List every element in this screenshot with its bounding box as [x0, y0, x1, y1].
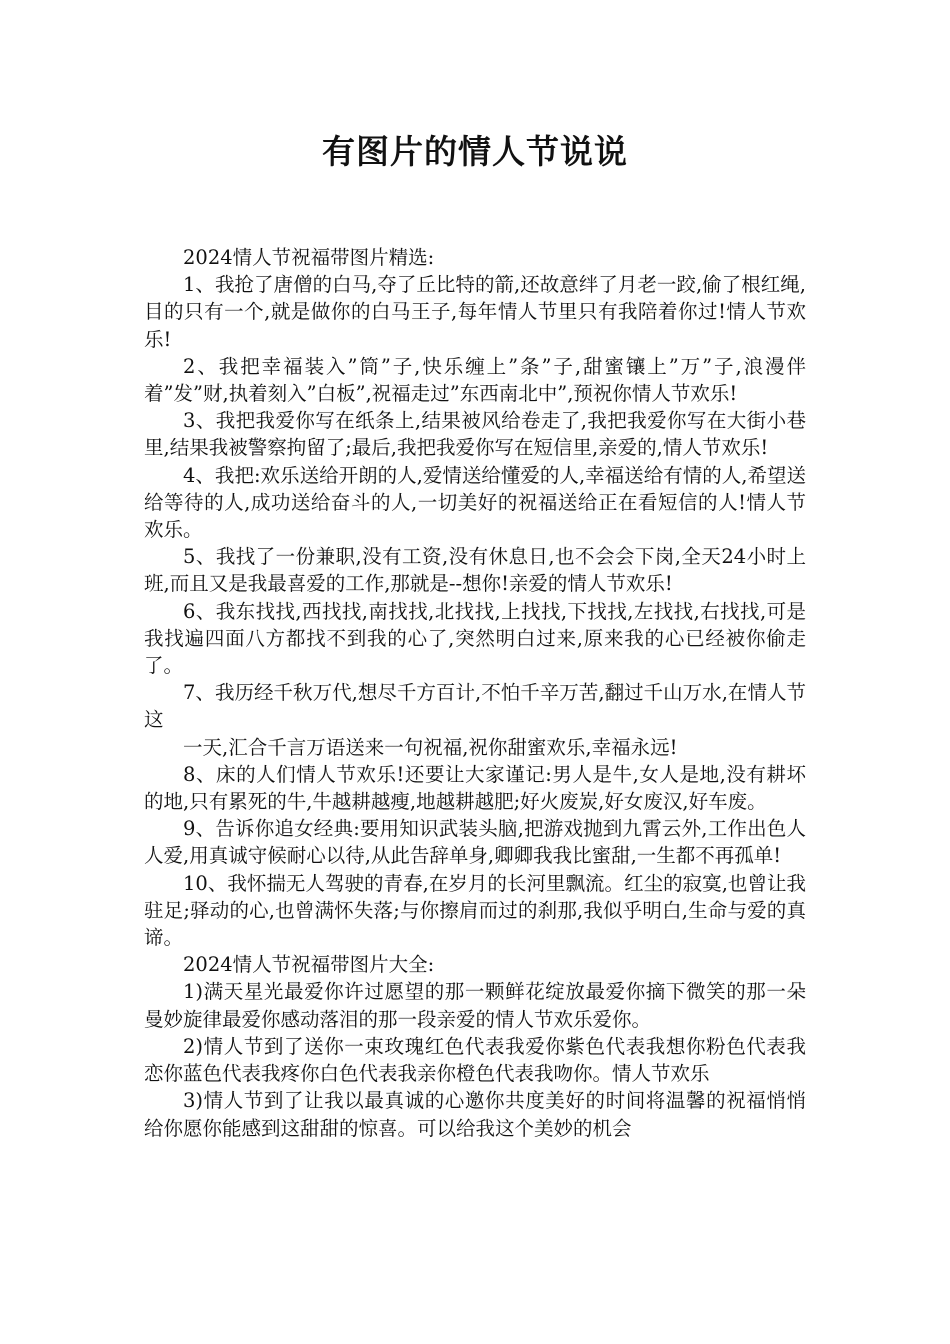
paragraph: 10、我怀揣无人驾驶的青春,在岁月的长河里飘流。红尘的寂寞,也曾让我驻足;驿动的心,也曾满怀失落;与你擦肩而过的刹那,我似乎明白,生命与爱的真谛。 [144, 871, 806, 950]
paragraph: 7、我历经千秋万代,想尽千方百计,不怕千辛万苦,翻过千山万水,在情人节这 [144, 681, 806, 732]
document-title: 有图片的情人节说说 [322, 132, 628, 171]
paragraph: 9、告诉你追女经典:要用知识武装头脑,把游戏抛到九霄云外,工作出色人人爱,用真诚守候耐心以待,从此告辞单身,卿卿我我比蜜甜,一生都不再孤单! [144, 817, 806, 868]
paragraph: 5、我找了一份兼职,没有工资,没有休息日,也不会会下岗,全天24小时上班,而且又是我最喜爱的工作,那就是--想你!亲爱的情人节欢乐! [144, 545, 806, 596]
paragraph: 2)情人节到了送你一束玫瑰红色代表我爱你紫色代表我想你粉色代表我恋你蓝色代表我疼你白色代表我亲你橙色代表我吻你。情人节欢乐 [144, 1034, 806, 1086]
paragraph: 1)满天星光最爱你许过愿望的那一颗鲜花绽放最爱你摘下微笑的那一朵曼妙旋律最爱你感动落泪的那一段亲爱的情人节欢乐爱你。 [144, 980, 806, 1031]
paragraph: 2、我把幸福装入”筒”子,快乐缠上”条”子,甜蜜镶上”万”子,浪漫伴着”发”财,执着刻入”白板”,祝福走过”东西南北中”,预祝你情人节欢乐! [144, 354, 806, 406]
paragraph: 3、我把我爱你写在纸条上,结果被风给卷走了,我把我爱你写在大街小巷里,结果我被警察拘留了;最后,我把我爱你写在短信里,亲爱的,情人节欢乐! [144, 409, 806, 460]
paragraph: 2024情人节祝福带图片精选: [183, 246, 435, 269]
paragraph: 3)情人节到了让我以最真诚的心邀你共度美好的时间将温馨的祝福悄悄给你愿你能感到这甜甜的惊喜。可以给我这个美妙的机会 [144, 1089, 806, 1140]
paragraph: 一天,汇合千言万语送来一句祝福,祝你甜蜜欢乐,幸福永远! [183, 735, 678, 759]
paragraph: 2024情人节祝福带图片大全: [183, 953, 435, 977]
paragraph: 1、我抢了唐僧的白马,夺了丘比特的箭,还故意绊了月老一跤,偷了根红绳,目的只有一个,就是做你的白马王子,每年情人节里只有我陪着你过!情人节欢乐! [144, 273, 806, 351]
paragraph: 6、我东找找,西找找,南找找,北找找,上找找,下找找,左找找,右找找,可是我找遍四面八方都找不到我的心了,突然明白过来,原来我的心已经被你偷走了。 [144, 599, 806, 678]
paragraph: 4、我把:欢乐送给开朗的人,爱情送给懂爱的人,幸福送给有情的人,希望送给等待的人,成功送给奋斗的人,一切美好的祝福送给正在看短信的人!情人节欢乐。 [144, 463, 806, 542]
paragraph: 8、床的人们情人节欢乐!还要让大家谨记:男人是牛,女人是地,没有耕坏的地,只有累死的牛,牛越耕越瘦,地越耕越肥;好火废炭,好女废汉,好车废。 [144, 762, 806, 814]
document-body [144, 244, 806, 1142]
